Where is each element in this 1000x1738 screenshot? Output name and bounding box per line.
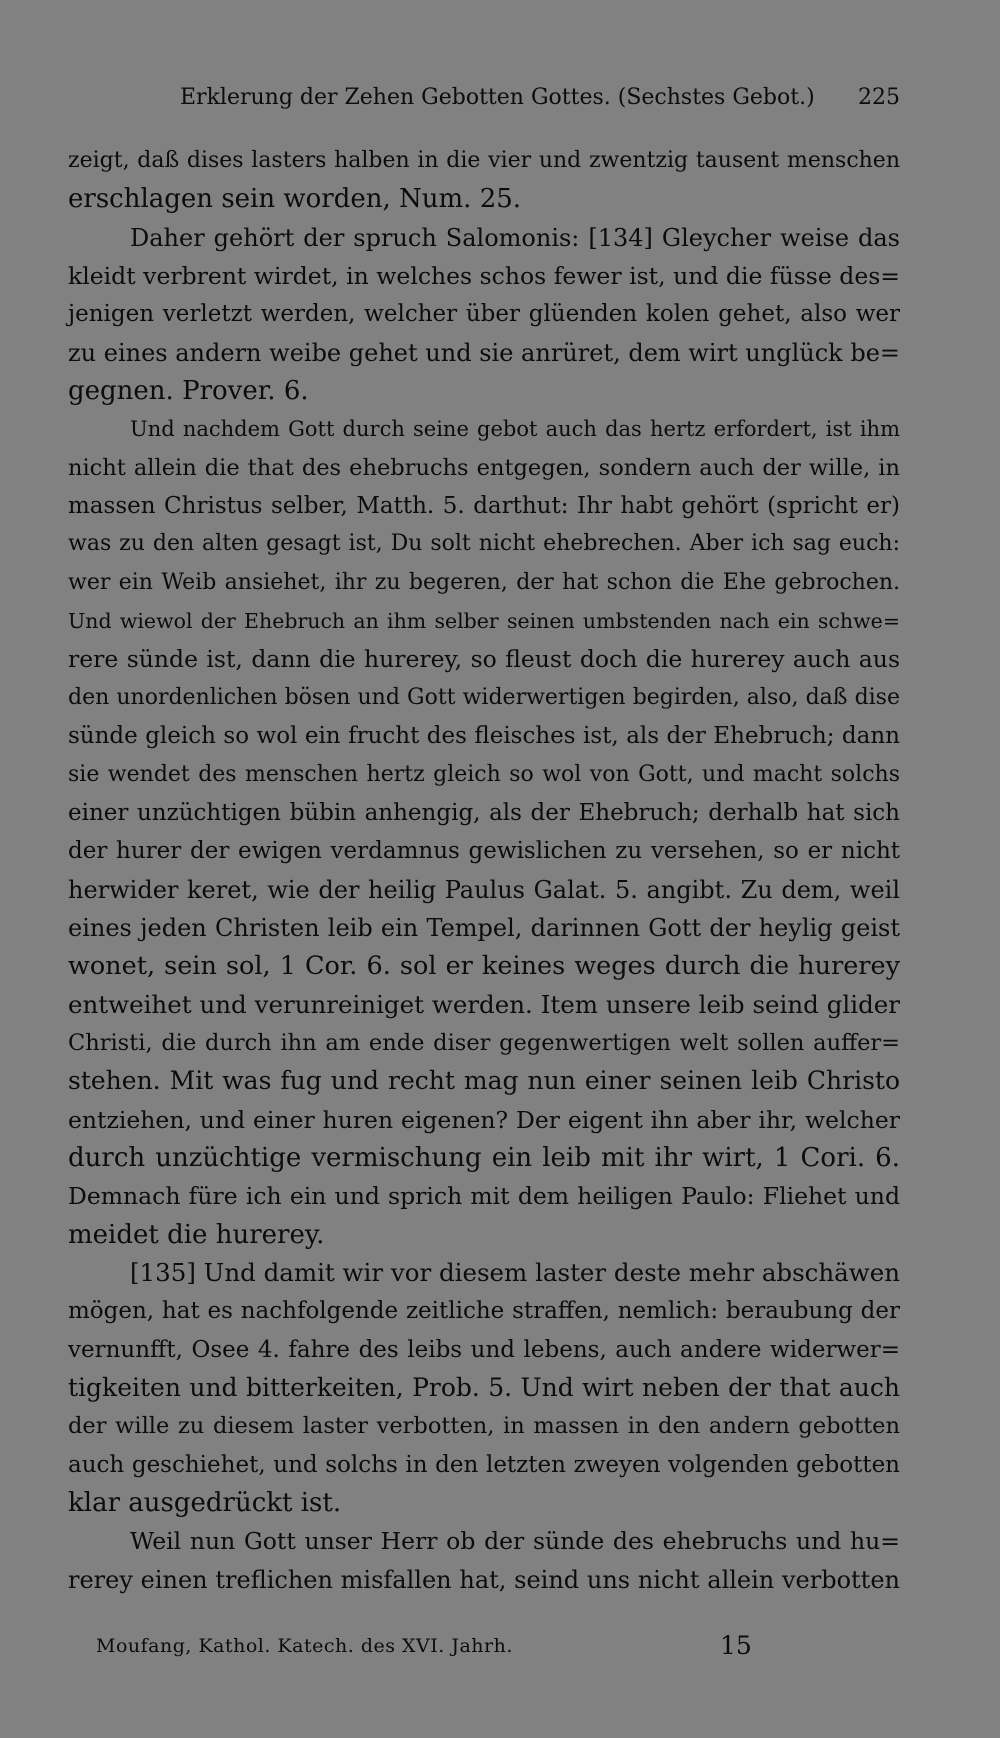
text-line: durch unzüchtige vermischung ein leib mit ihr wirt, 1 Cori. 6. [68,1142,900,1173]
text-line: was zu den alten gesagt ist, Du solt nicht ehebrechen. Aber ich sag euch: [68,531,900,557]
text-line: sie wendet des menschen hertz gleich so wol von Gott, und macht solchs [68,761,900,787]
text-line: wer ein Weib ansiehet, ihr zu begeren, der hat schon die Ehe gebrochen. [68,569,900,595]
text-line: meidet die hurerey. [68,1219,325,1250]
text-line: Und wiewol der Ehebruch an ihm selber seinen umbstenden nach ein schwe= [68,609,900,634]
text-line: Weil nun Gott unser Herr ob der sünde des ehebruchs und hu= [130,1527,900,1556]
text-line: zeigt, daß dises lasters halben in die vier und zwentzig tausent menschen [68,148,900,173]
paragraph [68,219,900,411]
paragraph [68,1254,900,1522]
running-header [180,78,900,118]
text-line: zu eines andern weibe gehet und sie anrüret, dem wirt unglück be= [68,338,900,367]
text-line: nicht allein die that des ehebruchs entgegen, sondern auch der wille, in [68,454,900,481]
paragraph [68,410,900,1254]
signature-mark: 15 [720,1631,752,1660]
text-line: der wille zu diesem laster verbotten, in massen in den andern gebotten [68,1413,900,1440]
text-line: tigkeiten und bitterkeiten, Prob. 5. Und wirt neben der that auch [68,1373,900,1402]
text-line: rerey einen treflichen misfallen hat, seind uns nicht allein verbotten [68,1565,900,1594]
footer-source: Moufang, Kathol. Katech. des XVI. Jahrh. [96,1635,513,1657]
text-line: Christi, die durch ihn am ende diser gegenwertigen welt sollen auffer= [68,1029,900,1056]
text-line: sünde gleich so wol ein frucht des fleisches ist, als der Ehebruch; dann [68,723,900,750]
text-line: einer unzüchtigen bübin anhengig, als der Ehebruch; derhalb hat sich [68,799,900,826]
text-line: klar ausgedrückt ist. [68,1488,342,1519]
paragraph [68,142,900,219]
text-line: jenigen verletzt werden, welcher über glüenden kolen gehet, also wer [68,301,900,328]
text-line: entziehen, und einer huren eigenen? Der eigent ihn aber ihr, welcher [68,1105,900,1134]
text-line: auch geschiehet, und solchs in den letzten zweyen volgenden gebotten [68,1451,900,1478]
text-line: den unordenlichen bösen und Gott widerwertigen begirden, also, daß dise [68,684,900,710]
text-line: entweihet und verunreiniget werden. Item unsere leib seind glider [68,989,900,1019]
text-line: massen Christus selber, Matth. 5. darthut: Ihr habt gehört (spricht er) [68,493,900,520]
text-line: stehen. Mit was fug und recht mag nun einer seinen leib Christo [68,1066,900,1096]
body-text [68,142,900,1599]
text-line: vernunfft, Osee 4. fahre des leibs und lebens, auch andere widerwer= [68,1336,900,1363]
text-line: herwider keret, wie der heilig Paulus Galat. 5. angibt. Zu dem, weil [68,875,900,904]
text-line: [135] Und damit wir vor diesem laster deste mehr abschäwen [130,1257,901,1287]
text-line: mögen, hat es nachfolgende zeitliche straffen, nemlich: beraubung der [68,1298,900,1325]
running-title: Erklerung der Zehen Gebotten Gottes. (Sechstes Gebot.) [180,85,815,110]
text-line: der hurer der ewigen verdamnus gewislichen zu versehen, so er nicht [68,838,900,865]
page-footer [96,1626,756,1666]
text-line: Daher gehört der spruch Salomonis: [134] Gleycher weise das [130,223,900,252]
text-line: wonet, sein sol, 1 Cor. 6. sol er keines weges durch die hurerey [68,951,900,982]
text-line: rere sünde ist, dann die hurerey, so fleust doch die hurerey auch aus [68,645,900,674]
page-number: 225 [858,85,900,110]
text-line: eines jeden Christen leib ein Tempel, darinnen Gott der heylig geist [68,913,900,942]
text-line: gegnen. Prover. 6. [68,376,309,407]
paragraph [68,1522,900,1599]
text-line: kleidt verbrent wirdet, in welches schos fewer ist, und die füsse des= [68,262,900,291]
text-line: erschlagen sein worden, Num. 25. [68,184,522,215]
text-line: Und nachdem Gott durch seine gebot auch das hertz erfordert, ist ihm [130,417,900,442]
text-line: Demnach füre ich ein und sprich mit dem heiligen Paulo: Fliehet und [68,1182,900,1211]
